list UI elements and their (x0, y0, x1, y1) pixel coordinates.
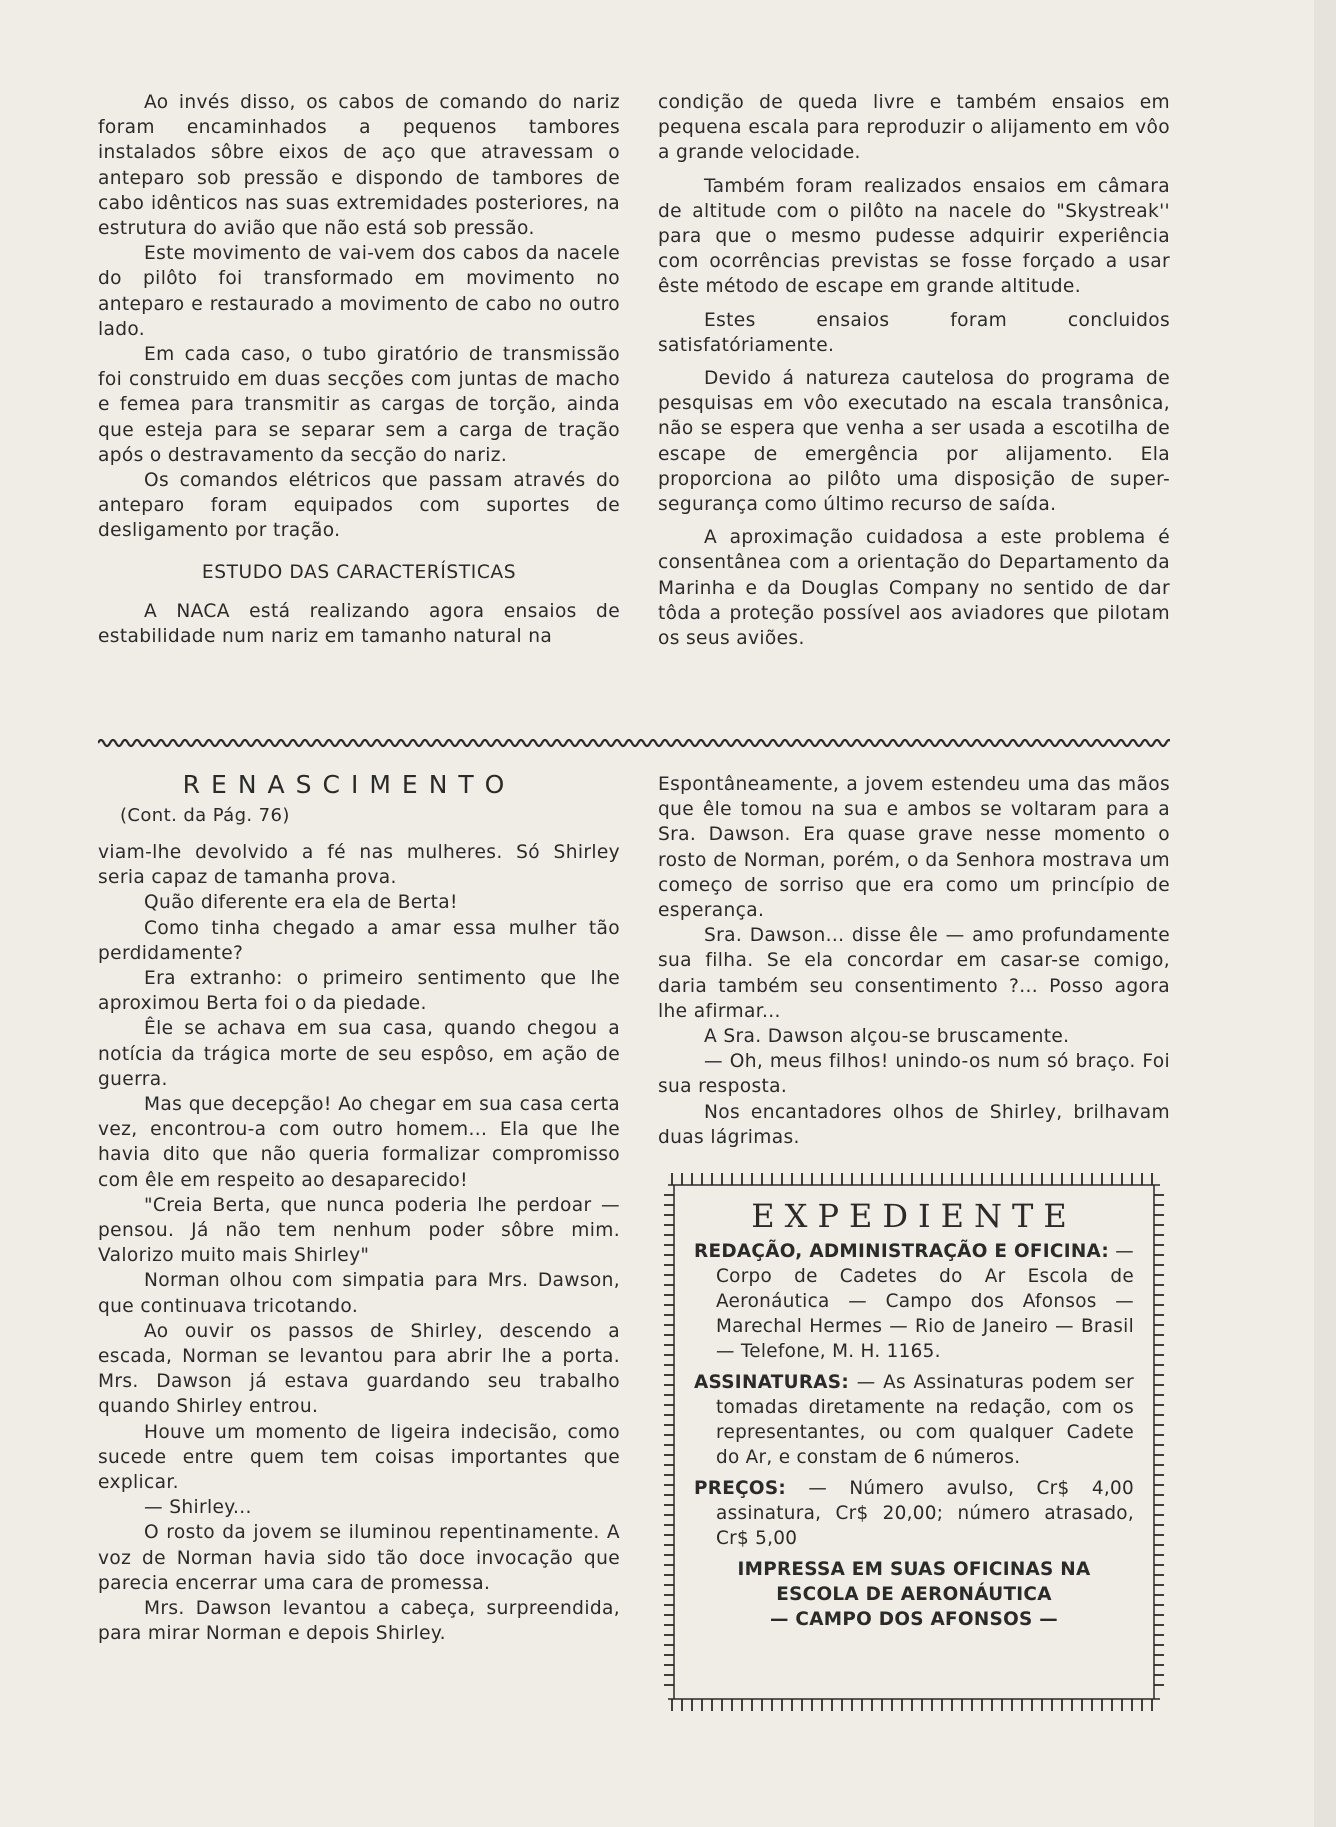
paragraph: — Shirley... (144, 1497, 252, 1519)
renascimento-right-column (658, 772, 1170, 1150)
page-edge (1314, 0, 1336, 1827)
expediente-content (694, 1197, 1134, 1632)
paragraph: Nos encantadores olhos de Shirley, brilhavam duas lágrimas. (658, 1101, 1170, 1148)
paragraph: O rosto da jovem se iluminou repentinamente. A voz de Norman havia sido tão doce invocação que parecia encerrar uma cara de promessa. (98, 1522, 620, 1594)
continuation-note: (Cont. da Pág. 76) (120, 805, 290, 826)
paragraph: viam-lhe devolvido a fé nas mulheres. Só Shirley seria capaz de tamanha prova. (98, 842, 620, 889)
assinaturas-text: — As Assinaturas podem ser tomadas diretamente na redação, com os representantes, ou com qualquer Cadete do Ar, e constam de 6 números. (716, 1372, 1134, 1468)
impressa-line-1: IMPRESSA EM SUAS OFICINAS NA (737, 1559, 1091, 1580)
redacao-entry (694, 1239, 1134, 1364)
paragraph: Norman olhou com simpatia para Mrs. Dawson, que continuava tricotando. (98, 1270, 620, 1317)
top-right-column (658, 90, 1170, 651)
paragraph: Houve um momento de ligeira indecisão, como sucede entre quem tem coisas importantes que explicar. (98, 1421, 620, 1494)
paragraph: Em cada caso, o tubo giratório de transmissão foi construido em duas secções com juntas de macho e femea para transmitir as cargas de torção, ainda que esteja para se separar sem a carga de tração após o destravamento da secção do nariz. (98, 344, 620, 466)
paragraph: Quão diferente era ela de Berta! (144, 892, 458, 914)
paragraph: A aproximação cuidadosa a este problema é consentânea com a orientação do Departamento da Marinha e da Douglas Company no sentido de dar tôda a proteção possível aos aviadores que pilotam os seus aviões. (658, 527, 1170, 650)
expediente-box (660, 1167, 1168, 1713)
paragraph: Como tinha chegado a amar essa mulher tão perdidamente? (98, 917, 620, 964)
paragraph: condição de queda livre e também ensaios em pequena escala para reproduzir o alijamento em vôo a grande velocidade. (658, 92, 1170, 164)
paragraph: Este movimento de vai-vem dos cabos da nacele do pilôto foi transformado em movimento no anteparo e restaurado a movimento de cabo no outro lado. (98, 243, 620, 340)
precos-entry (694, 1476, 1134, 1551)
assinaturas-label: ASSINATURAS: (694, 1372, 850, 1393)
paragraph: Êle se achava em sua casa, quando chegou a notícia da trágica morte de seu espôso, em ação de guerra. (98, 1018, 620, 1090)
redacao-text: — Corpo de Cadetes do Ar Escola de Aeronáutica — Campo dos Afonsos — Marechal Hermes — Rio de Janeiro — Brasil — Telefone, M. H. 1165. (716, 1241, 1134, 1362)
section-heading: ESTUDO DAS CARACTERÍSTICAS (201, 561, 517, 583)
expediente-title: EXPEDIENTE (751, 1197, 1077, 1235)
paragraph: Espontâneamente, a jovem estendeu uma das mãos que êle tomou na sua e ambos se voltaram para a Sra. Dawson. Era quase grave nesse momento o rosto de Norman, porém, o da Senhora mostrava um começo de sorriso que era como um princípio de esperança. (658, 774, 1170, 922)
paragraph: "Creia Berta, que nunca poderia lhe perdoar — pensou. Já não tem nenhum poder sôbre mim. Valorizo muito mais Shirley" (98, 1194, 620, 1267)
paragraph: Também foram realizados ensaios em câmara de altitude com o pilôto na nacele do "Skystreak'' para que o mesmo pudesse adquirir experiência com ocorrências previstas se fosse forçado a usar êste método de escape em grande altitude. (658, 175, 1170, 298)
story-title-wrap (78, 770, 620, 799)
wavy-divider (98, 736, 1170, 750)
paragraph: Sra. Dawson... disse êle — amo profundamente sua filha. Se ela concordar em casar-se comigo, daria também seu consentimento ?... Posso agora lhe afirmar... (658, 925, 1170, 1022)
precos-text: — Número avulso, Cr$ 4,00 assinatura, Cr$ 20,00; número atrasado, Cr$ 5,00 (716, 1478, 1134, 1549)
paragraph: Mrs. Dawson levantou a cabeça, surpreendida, para mirar Norman e depois Shirley. (98, 1598, 620, 1645)
paragraph: Mas que decepção! Ao chegar em sua casa certa vez, encontrou-a com outro homem... Ela que lhe havia dito que não queria formalizar compromisso com êle em respeito ao desaparecido! (98, 1094, 620, 1191)
paragraph: Ao ouvir os passos de Shirley, descendo a escada, Norman se levantou para abrir lhe a porta. Mrs. Dawson já estava guardando seu trabalho quando Shirley entrou. (98, 1320, 620, 1418)
paragraph: Os comandos elétricos que passam através do anteparo foram equipados com suportes de desligamento por tração. (98, 470, 620, 542)
paragraph: — Oh, meus filhos! unindo-os num só braço. Foi sua resposta. (658, 1051, 1170, 1098)
impressa-line-2: ESCOLA DE AERONÁUTICA (776, 1584, 1052, 1605)
story-title: RENASCIMENTO (182, 770, 516, 799)
precos-label: PREÇOS: (694, 1478, 787, 1499)
paragraph: Ao invés disso, os cabos de comando do nariz foram encaminhados a pequenos tambores instalados sôbre eixos de aço que atravessam o anteparo sob pressão e dispondo de tambores de cabo idênticos nas suas extremidades posteriores, na estrutura do avião que não está sob pressão. (98, 92, 620, 240)
paragraph: A Sra. Dawson alçou-se bruscamente. (704, 1026, 1070, 1048)
top-left-column (98, 90, 620, 649)
renascimento-left-column (98, 770, 620, 1647)
paragraph: Devido á natureza cautelosa do programa de pesquisas em vôo executado na escala transônica, não se espera que venha a ser usada a escotilha de escape de emergência por alijamento. Ela proporciona ao pilôto uma disposição de super-segurança como último recurso de saída. (658, 368, 1170, 516)
assinaturas-entry (694, 1370, 1134, 1470)
paragraph: A NACA está realizando agora ensaios de estabilidade num nariz em tamanho natural na (98, 600, 620, 647)
impressa-line-3: — CAMPO DOS AFONSOS — (770, 1609, 1058, 1630)
paragraph: Era extranho: o primeiro sentimento que lhe aproximou Berta foi o da piedade. (98, 968, 620, 1015)
paragraph: Estes ensaios foram concluidos satisfatóriamente. (658, 309, 1170, 356)
redacao-label: REDAÇÃO, ADMINISTRAÇÃO E OFICINA: (694, 1241, 1110, 1262)
